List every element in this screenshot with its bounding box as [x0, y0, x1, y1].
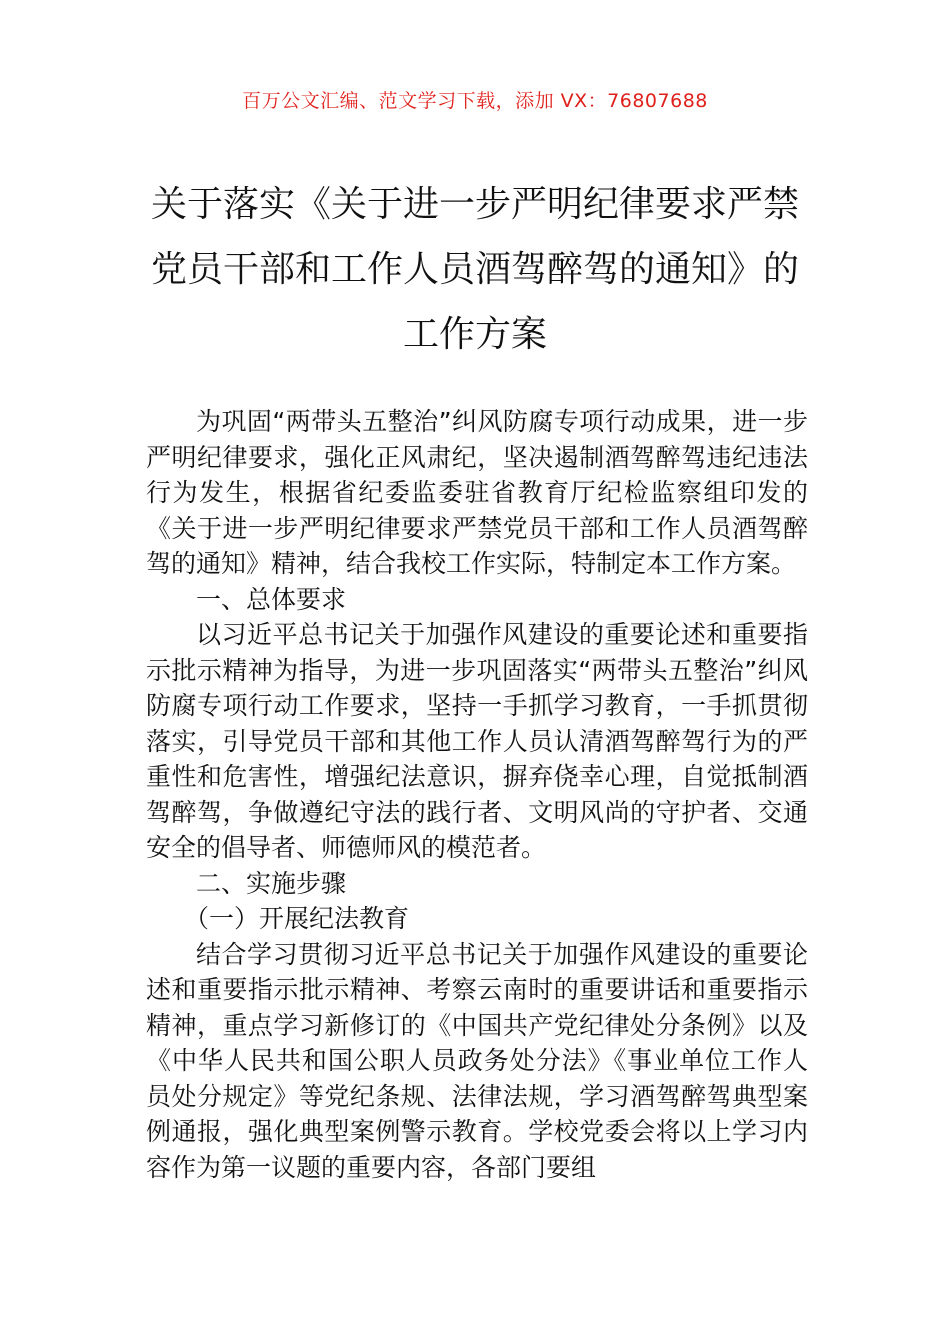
title-line-1: 关于落实《关于进一步严明纪律要求严禁 — [150, 184, 799, 225]
intro-paragraph: 为巩固“两带头五整治”纠风防腐专项行动成果，进一步严明纪律要求，强化正风肃纪，坚决遏制酒驾醉驾违纪违法行为发生，根据省纪委监委驻省教育厅纪检监察组印发的《关于进一步严明纪律要求严禁党员干部和工作人员酒驾醉驾的通知》精神，结合我校工作实际，特制定本工作方案。 — [146, 407, 808, 578]
title-line-2: 党员干部和工作人员酒驾醉驾的通知》的 — [150, 249, 799, 290]
document-title — [100, 172, 850, 367]
section-2-subheading-1: （一）开展纪法教育 — [184, 904, 410, 933]
section-2-sub-1-paragraph: 结合学习贯彻习近平总书记关于加强作风建设的重要论述和重要指示批示精神、考察云南时的重要讲话和重要指示精神，重点学习新修订的《中国共产党纪律处分条例》以及《中华人民共和国公职人员政务处分法》《事业单位工作人员处分规定》等党纪条规、法律法规，学习酒驾醉驾典型案例通报，强化典型案例警示教育。学校党委会将以上学习内容作为第一议题的重要内容，各部门要组 — [146, 939, 808, 1182]
section-1-heading: 一、总体要求 — [196, 584, 347, 614]
section-1-paragraph: 以习近平总书记关于加强作风建设的重要论述和重要指示批示精神为指导，为进一步巩固落实“两带头五整治”纠风防腐专项行动工作要求，坚持一手抓学习教育，一手抓贯彻落实，引导党员干部和其他工作人员认清酒驾醉驾行为的严重性和危害性，增强纪法意识，摒弃侥幸心理，自觉抵制酒驾醉驾，争做遵纪守法的践行者、文明风尚的守护者、交通安全的倡导者、师德师风的模范者。 — [146, 620, 808, 862]
document-body — [146, 404, 808, 1185]
section-2-heading: 二、实施步骤 — [196, 868, 347, 898]
header-note: 百万公文汇编、范文学习下载，添加 VX：76807688 — [242, 90, 708, 112]
title-line-3: 工作方案 — [402, 314, 547, 355]
